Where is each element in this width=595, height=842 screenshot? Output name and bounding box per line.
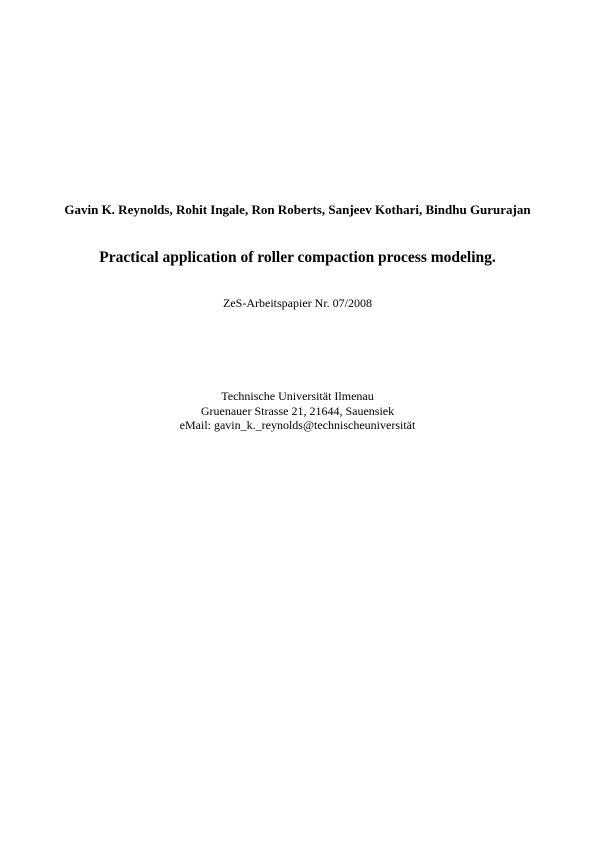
address-block [60, 389, 535, 433]
institution-name: Technische Universität Ilmenau [221, 389, 374, 403]
paper-title: Practical application of roller compaction process modeling. [99, 249, 496, 266]
email-address: eMail: gavin_k._reynolds@technischeuniversität [179, 418, 416, 432]
street-address: Gruenauer Strasse 21, 21644, Sauensiek [200, 403, 395, 418]
author-list: Gavin K. Reynolds, Rohit Ingale, Ron Roberts, Sanjeev Kothari, Bindhu Gururajan [64, 202, 531, 217]
working-paper-number: ZeS-Arbeitspapier Nr. 07/2008 [223, 296, 372, 310]
